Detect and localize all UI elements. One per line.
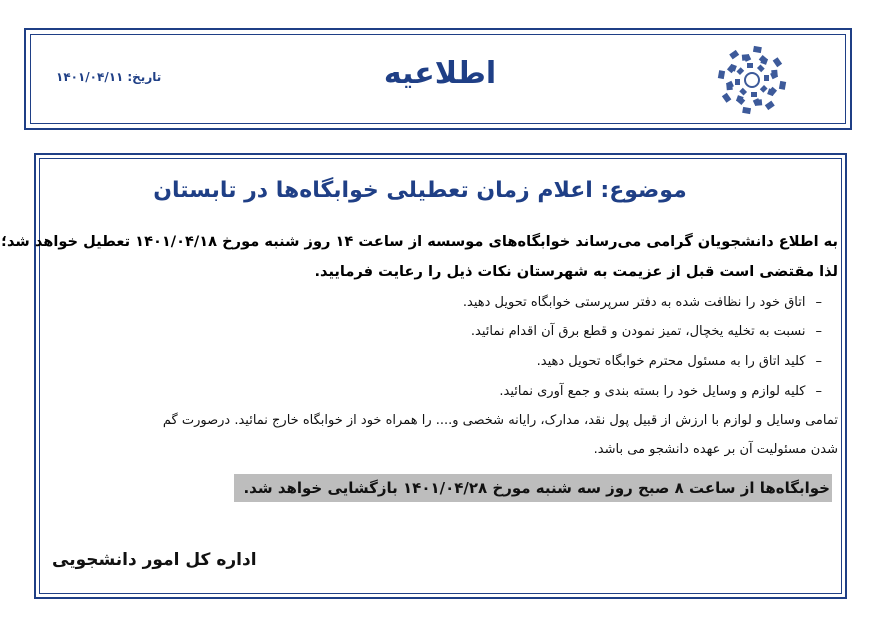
dash-bullet-icon: –	[815, 324, 822, 339]
list-item	[463, 295, 822, 310]
date-stamp	[56, 70, 161, 84]
date-value: ۱۴۰۱/۰۴/۱۱	[56, 70, 124, 84]
list-item	[537, 354, 822, 369]
list-item-text: نسبت به تخلیه یخچال، تمیز نمودن و قطع برق آن اقدام نمائید.	[470, 324, 806, 339]
list-item-text: کلید اتاق را به مسئول محترم خوابگاه تحویل دهید.	[536, 354, 806, 369]
dash-bullet-icon: –	[815, 384, 822, 399]
note-line-2: شدن مسئولیت آن بر عهده دانشجو می باشد.	[593, 442, 838, 457]
list-item-text: کلیه لوازم و وسایل خود را بسته بندی و جمع آوری نمائید.	[499, 384, 806, 399]
date-label: تاریخ:	[127, 70, 162, 84]
dash-bullet-icon: –	[815, 354, 822, 369]
dash-bullet-icon: –	[815, 295, 822, 310]
list-item	[499, 384, 822, 399]
page-title: اطلاعیه	[383, 56, 497, 91]
list-item	[471, 324, 822, 339]
notice-subject: موضوع: اعلام زمان تعطیلی خوابگاه‌ها در تابستان	[153, 178, 687, 203]
reopen-highlight: خوابگاه‌ها از ساعت ۸ صبح روز سه شنبه مورخ ۱۴۰۱/۰۴/۲۸ بازگشایی خواهد شد.	[234, 474, 832, 502]
signature: اداره کل امور دانشجویی	[52, 550, 257, 570]
list-item-text: اتاق خود را نظافت شده به دفتر سرپرستی خوابگاه تحویل دهید.	[462, 295, 806, 310]
intro-line-2: لذا مقتضی است قبل از عزیمت به شهرستان نکات ذیل را رعایت فرمایید.	[314, 263, 838, 280]
note-line-1: تمامی وسایل و لوازم با ارزش از قبیل پول نقد، مدارک، رایانه شخصی و.... را همراه خود از خوابگاه خارج نمائید. درصورت گم	[162, 413, 838, 428]
notice-frame-inner	[1, 158, 842, 594]
university-logo-icon	[714, 42, 790, 118]
intro-line-1: به اطلاع دانشجویان گرامی می‌رساند خوابگاه‌های موسسه از ساعت ۱۴ روز شنبه مورخ ۱۴۰۱/۰۴/۱۸ تعطیل خواهد شد؛	[1, 233, 838, 250]
